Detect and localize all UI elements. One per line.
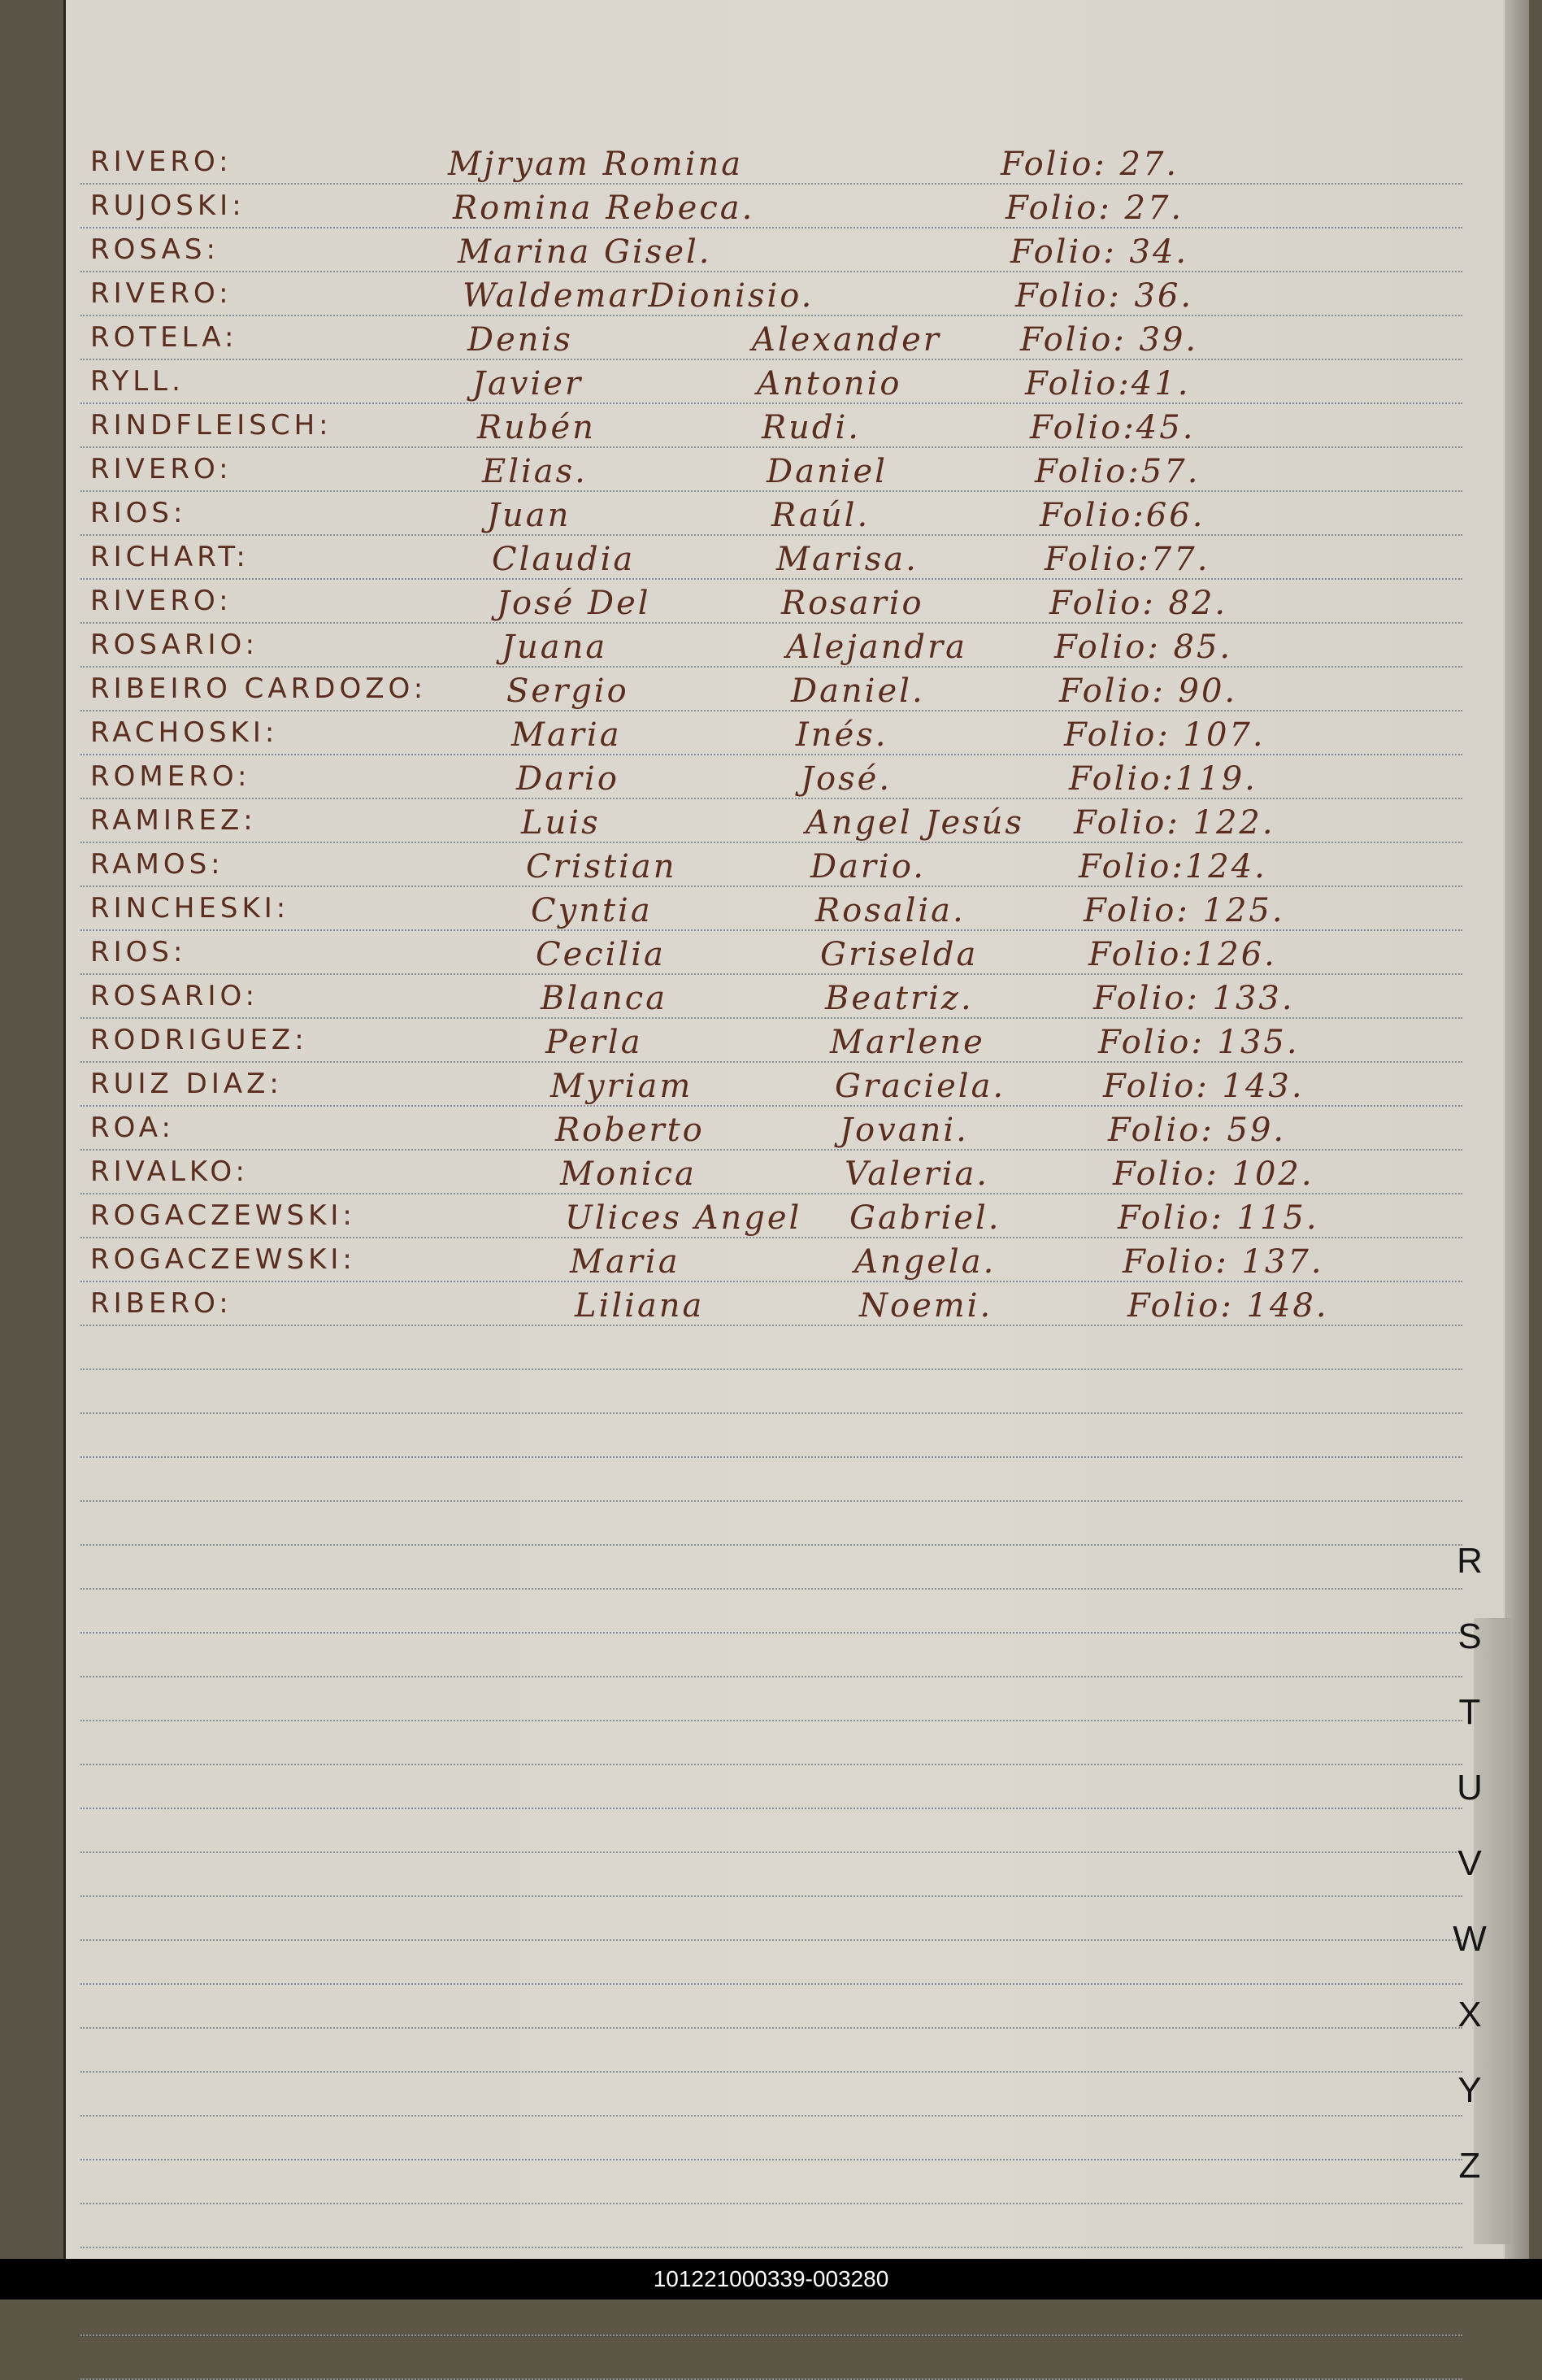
surname-text: RUJOSKI: xyxy=(90,189,245,222)
ruled-line xyxy=(80,1632,1462,1634)
second-given-name-text: Noemi. xyxy=(859,1287,993,1325)
given-name-text: Romina Rebeca. xyxy=(453,189,755,227)
surname-text: ROSARIO: xyxy=(90,980,259,1012)
given-name-text: Ulices Angel xyxy=(565,1199,802,1237)
folio-text: Folio: 27. xyxy=(1001,146,1179,183)
index-entry xyxy=(66,760,1529,804)
given-name-text: Mjryam Romina xyxy=(448,146,744,183)
index-entry xyxy=(66,453,1529,497)
ruled-line xyxy=(80,1412,1462,1414)
ruled-line xyxy=(80,1588,1462,1590)
second-given-name-text: Alejandra xyxy=(786,629,967,666)
folio-text: Folio: 85. xyxy=(1054,629,1233,666)
second-given-name-text: Graciela. xyxy=(835,1068,1006,1105)
index-tab-s[interactable]: S xyxy=(1457,1616,1482,1656)
given-name-text: Sergio xyxy=(506,672,629,710)
given-name-text: Luis xyxy=(521,804,601,842)
surname-text: RIVALKO: xyxy=(90,1155,249,1188)
folio-text: Folio:119. xyxy=(1069,760,1257,798)
given-name-text: Blanca xyxy=(541,980,668,1017)
ruled-line xyxy=(80,1676,1462,1677)
index-entry xyxy=(66,585,1529,629)
folio-text: Folio: 122. xyxy=(1074,804,1275,842)
second-given-name-text: Marisa. xyxy=(776,541,919,578)
index-tab-t[interactable]: T xyxy=(1458,1692,1481,1732)
index-entry xyxy=(66,629,1529,672)
folio-text: Folio: 90. xyxy=(1059,672,1238,710)
surname-text: RIOS: xyxy=(90,936,187,968)
index-entry xyxy=(66,936,1529,980)
index-entry xyxy=(66,497,1529,541)
index-entry xyxy=(66,848,1529,892)
ruled-line xyxy=(80,1895,1462,1897)
ruled-line xyxy=(80,1983,1462,1985)
given-name-text: Liliana xyxy=(575,1287,705,1325)
second-given-name-text: Rosalia. xyxy=(815,892,966,929)
surname-text: RACHOSKI: xyxy=(90,716,279,749)
surname-text: RINCHESKI: xyxy=(90,892,290,925)
folio-text: Folio: 148. xyxy=(1127,1287,1329,1325)
index-entry xyxy=(66,541,1529,585)
surname-text: ROSARIO: xyxy=(90,629,259,661)
folio-text: Folio:66. xyxy=(1040,497,1205,534)
second-given-name-text: Daniel xyxy=(767,453,888,490)
ruled-line xyxy=(80,1764,1462,1765)
ruled-line xyxy=(80,2027,1462,2029)
folio-text: Folio:57. xyxy=(1035,453,1201,490)
second-given-name-text: Dario. xyxy=(810,848,926,885)
second-given-name-text: Rudi. xyxy=(762,409,861,446)
second-given-name-text: Angel Jesús xyxy=(806,804,1024,842)
folio-text: Folio: 137. xyxy=(1123,1243,1324,1281)
folio-text: Folio: 133. xyxy=(1093,980,1295,1017)
folio-text: Folio: 143. xyxy=(1103,1068,1305,1105)
given-name-text: Monica xyxy=(560,1155,697,1193)
given-name-text: Juan xyxy=(487,497,571,534)
second-given-name-text: José. xyxy=(801,760,893,798)
index-entry xyxy=(66,409,1529,453)
index-tab-y[interactable]: Y xyxy=(1457,2070,1482,2110)
given-name-text: Cristian xyxy=(526,848,677,885)
ruled-line xyxy=(80,1851,1462,1853)
folio-text: Folio: 115. xyxy=(1118,1199,1319,1237)
given-name-text: Marina Gisel. xyxy=(458,233,712,271)
index-tab-x[interactable]: X xyxy=(1457,1995,1482,2034)
ruled-line xyxy=(80,2159,1462,2160)
ruled-line xyxy=(80,1720,1462,1721)
folio-text: Folio:41. xyxy=(1025,365,1191,402)
ruled-line xyxy=(80,2071,1462,2073)
given-name-text: Elias. xyxy=(482,453,588,490)
given-name-text: Maria xyxy=(570,1243,680,1281)
index-tab-z[interactable]: Z xyxy=(1458,2146,1481,2186)
ruled-line xyxy=(80,2203,1462,2204)
folio-text: Folio:45. xyxy=(1030,409,1196,446)
index-entry xyxy=(66,804,1529,848)
folio-text: Folio: 102. xyxy=(1113,1155,1314,1193)
second-given-name-text: Rosario xyxy=(781,585,924,622)
folio-text: Folio:77. xyxy=(1045,541,1210,578)
index-tab-w[interactable]: W xyxy=(1453,1919,1487,1959)
second-given-name-text: Inés. xyxy=(796,716,888,754)
index-entry xyxy=(66,1287,1529,1331)
surname-text: RIVERO: xyxy=(90,277,232,310)
second-given-name-text: Daniel. xyxy=(791,672,925,710)
surname-text: RAMIREZ: xyxy=(90,804,257,837)
index-entry xyxy=(66,365,1529,409)
second-given-name-text: Gabriel. xyxy=(849,1199,1001,1237)
surname-text: RIVERO: xyxy=(90,453,232,485)
second-given-name-text: Marlene xyxy=(830,1024,985,1061)
folio-text: Folio: 82. xyxy=(1049,585,1228,622)
surname-text: RIVERO: xyxy=(90,146,232,178)
ruled-line xyxy=(80,2334,1462,2336)
index-entry xyxy=(66,1243,1529,1287)
given-name-text: Cecilia xyxy=(536,936,666,973)
second-given-name-text: Jovani. xyxy=(840,1112,969,1149)
index-tab-v[interactable]: V xyxy=(1457,1843,1482,1883)
index-entry xyxy=(66,146,1529,189)
surname-text: RUIZ DIAZ: xyxy=(90,1068,283,1100)
folio-text: Folio: 27. xyxy=(1006,189,1184,227)
folio-text: Folio:124. xyxy=(1079,848,1267,885)
index-entry xyxy=(66,672,1529,716)
index-entry xyxy=(66,1068,1529,1112)
second-given-name-text: Alexander xyxy=(752,321,941,359)
folio-text: Folio:126. xyxy=(1088,936,1277,973)
given-name-text: Perla xyxy=(545,1024,643,1061)
document-id-footer: 101221000339-003280 xyxy=(0,2259,1542,2300)
second-given-name-text: Beatriz. xyxy=(825,980,974,1017)
folio-text: Folio: 135. xyxy=(1098,1024,1300,1061)
folio-text: Folio: 107. xyxy=(1064,716,1266,754)
index-entry xyxy=(66,716,1529,760)
ruled-line xyxy=(80,2247,1462,2248)
folio-text: Folio: 36. xyxy=(1015,277,1194,315)
given-name-text: Myriam xyxy=(550,1068,693,1105)
given-name-text: Dario xyxy=(516,760,619,798)
ruled-line xyxy=(80,2115,1462,2117)
second-given-name-text: Griselda xyxy=(820,936,979,973)
index-entry xyxy=(66,277,1529,321)
given-name-text: José Del xyxy=(497,585,651,622)
surname-text: RIBEIRO CARDOZO: xyxy=(90,672,428,705)
second-given-name-text: Valeria. xyxy=(845,1155,990,1193)
second-given-name-text: Raúl. xyxy=(771,497,871,534)
index-entry xyxy=(66,892,1529,936)
index-tab-r[interactable]: R xyxy=(1457,1541,1483,1581)
ruled-line xyxy=(80,1500,1462,1502)
folio-text: Folio: 125. xyxy=(1084,892,1285,929)
index-entry xyxy=(66,1155,1529,1199)
ruled-line xyxy=(80,1808,1462,1809)
index-entry xyxy=(66,1199,1529,1243)
given-name-text: Cyntia xyxy=(531,892,653,929)
index-entry xyxy=(66,189,1529,233)
folio-text: Folio: 39. xyxy=(1020,321,1199,359)
given-name-text: Maria xyxy=(511,716,622,754)
index-tab-u[interactable]: U xyxy=(1457,1768,1483,1808)
index-entry xyxy=(66,1024,1529,1068)
folio-text: Folio: 34. xyxy=(1010,233,1189,271)
given-name-text: WaldemarDionisio. xyxy=(463,277,814,315)
index-entry xyxy=(66,321,1529,365)
surname-text: RODRIGUEZ: xyxy=(90,1024,308,1056)
ruled-line xyxy=(80,1544,1462,1546)
given-name-text: Javier xyxy=(472,365,584,402)
index-entry xyxy=(66,1112,1529,1155)
surname-text: RINDFLEISCH: xyxy=(90,409,332,442)
ruled-line xyxy=(80,1456,1462,1458)
surname-text: RIOS: xyxy=(90,497,187,529)
given-name-text: Roberto xyxy=(555,1112,705,1149)
given-name-text: Juana xyxy=(502,629,608,666)
ruled-line xyxy=(80,1939,1462,1941)
surname-text: RAMOS: xyxy=(90,848,224,881)
surname-text: ROTELA: xyxy=(90,321,238,354)
index-sheet xyxy=(63,0,1529,2259)
index-entry xyxy=(66,980,1529,1024)
index-entry xyxy=(66,233,1529,277)
given-name-text: Rubén xyxy=(477,409,596,446)
surname-text: ROSAS: xyxy=(90,233,219,266)
surname-text: ROGACZEWSKI: xyxy=(90,1243,356,1276)
surname-text: ROGACZEWSKI: xyxy=(90,1199,356,1232)
folio-text: Folio: 59. xyxy=(1108,1112,1287,1149)
surname-text: RIVERO: xyxy=(90,585,232,617)
given-name-text: Denis xyxy=(467,321,573,359)
given-name-text: Claudia xyxy=(492,541,636,578)
surname-text: RICHART: xyxy=(90,541,250,573)
second-given-name-text: Antonio xyxy=(757,365,902,402)
surname-text: ROMERO: xyxy=(90,760,251,793)
surname-text: RIBERO: xyxy=(90,1287,232,1320)
surname-text: ROA: xyxy=(90,1112,175,1144)
second-given-name-text: Angela. xyxy=(854,1243,997,1281)
ruled-line xyxy=(80,1368,1462,1370)
surname-text: RYLL. xyxy=(90,365,185,398)
